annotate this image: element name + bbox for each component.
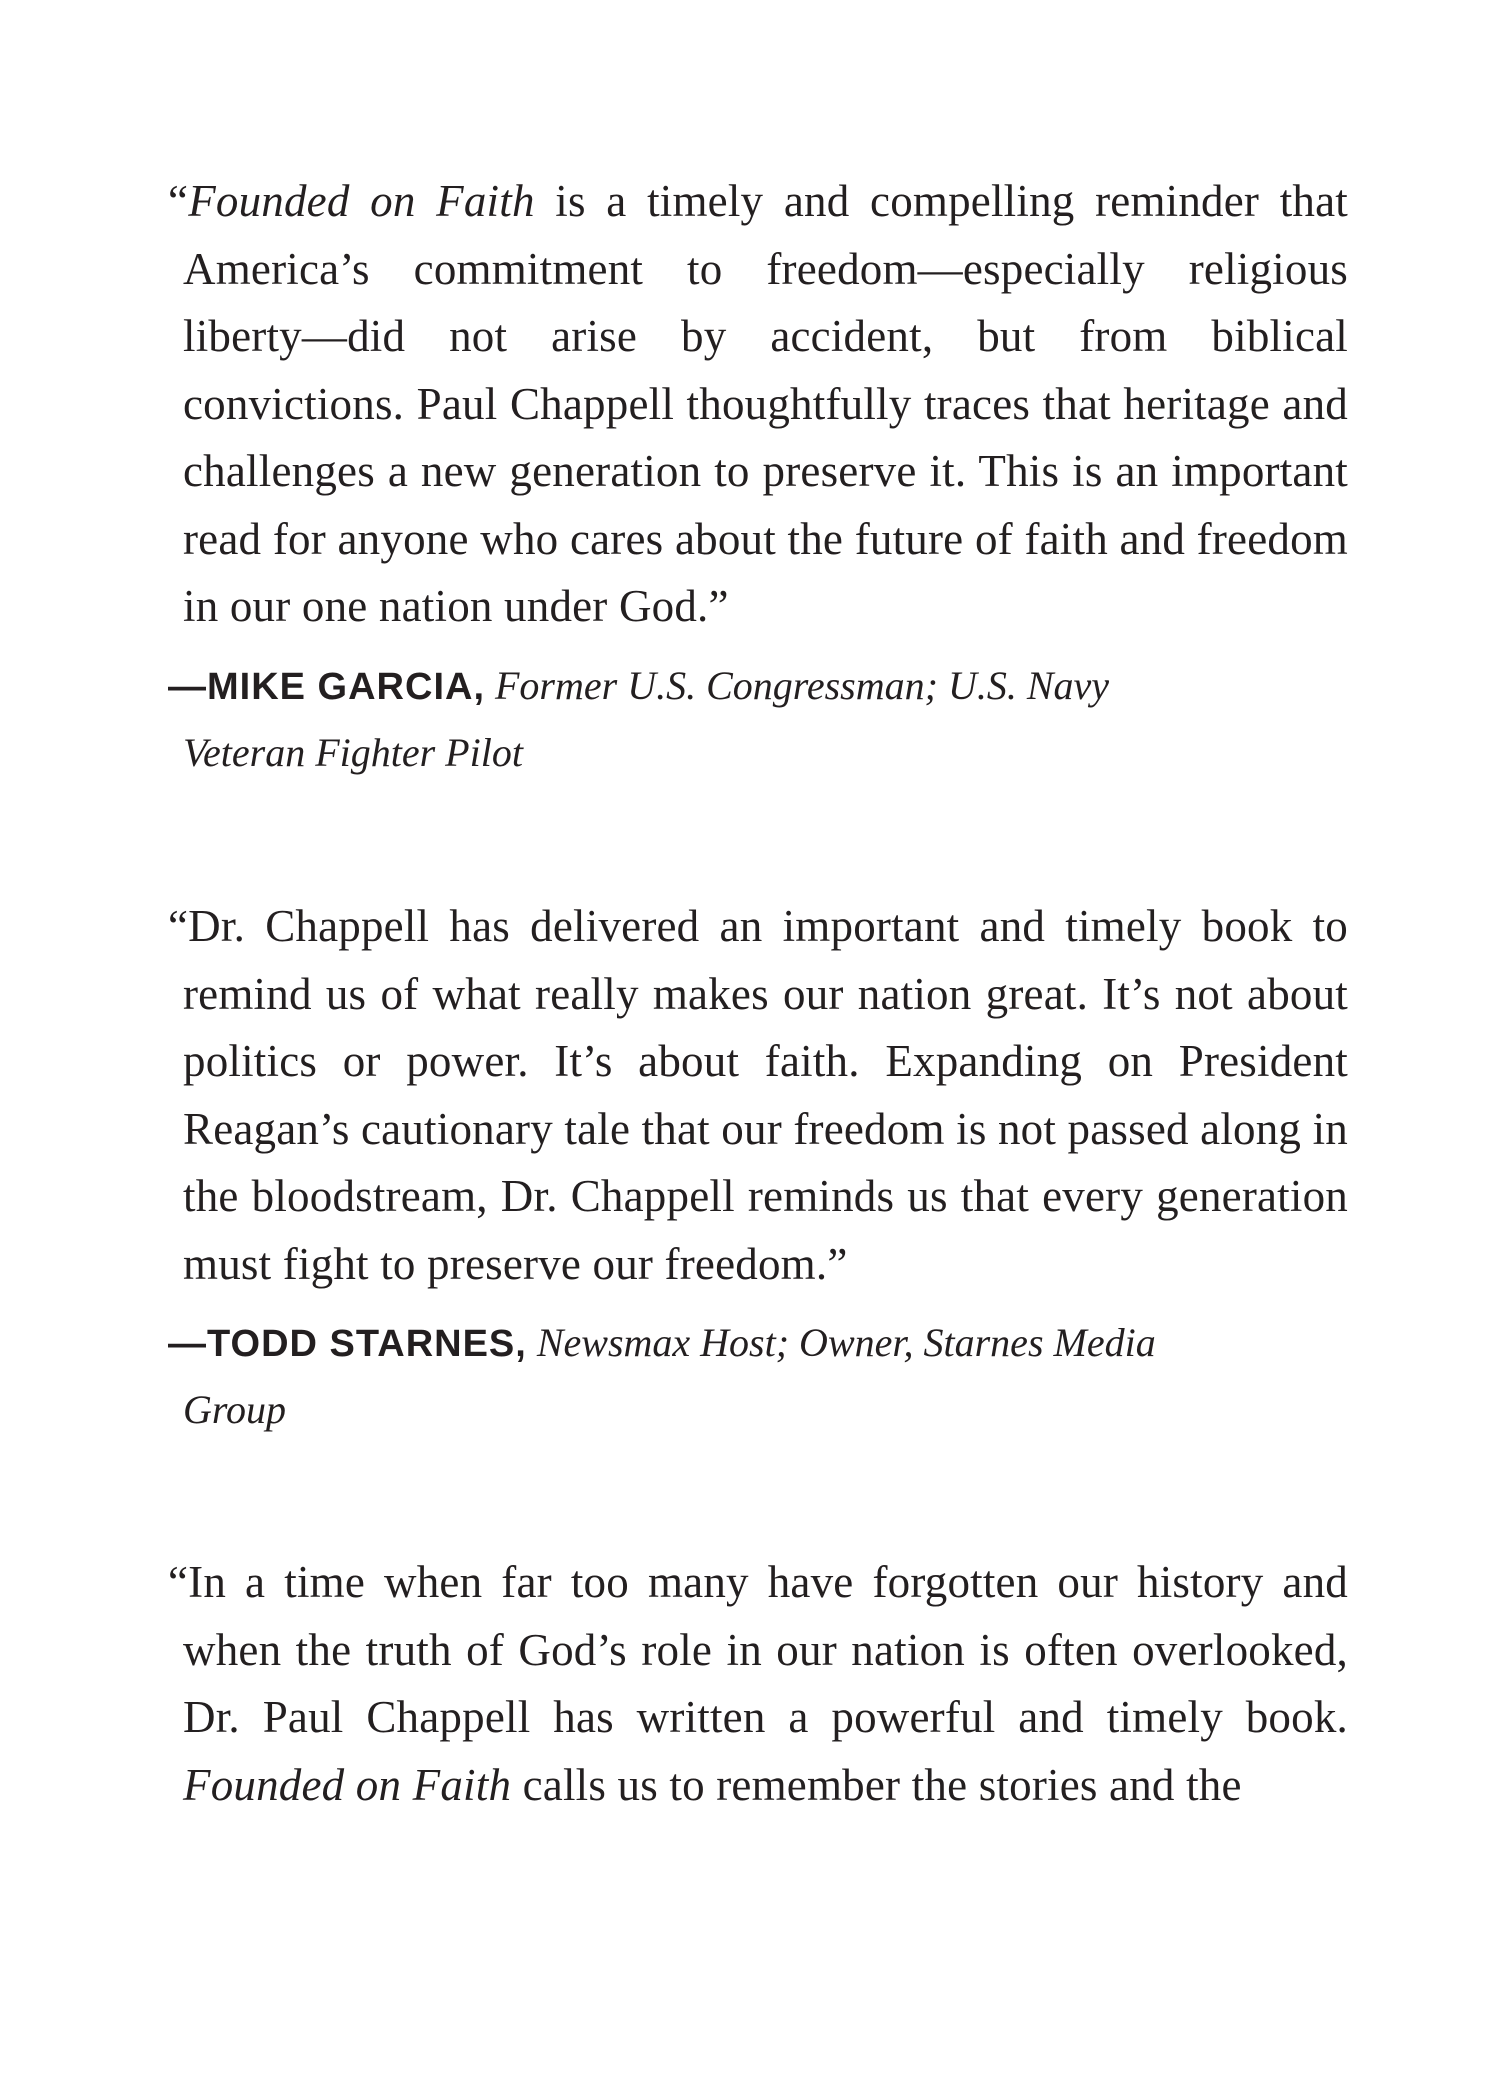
quote-text: “Dr. Chappell has delivered an important and timely book to remind us of what really makes our nation great. It’s not about politics or power. It’s about faith. Expanding on President Reagan’s cautionary tale that our freedom is not passed along in the bloodstream, Dr. Chappell reminds us that every generation must fight to preserve our freedom.”: [168, 901, 1348, 1289]
endorsement-quote: [168, 168, 1348, 641]
endorsement-blurb: [168, 168, 1348, 786]
endorsement-quote: [168, 893, 1348, 1298]
endorsement-blurb: [168, 1549, 1348, 1819]
endorser-title: Newsmax Host; Owner, Starnes Media Group: [183, 1320, 1156, 1432]
endorser-title: Former U.S. Congressman; U.S. Navy Veteran Fighter Pilot: [183, 662, 1110, 775]
quote-text: is a timely and compelling reminder that America’s commitment to freedom—especially religious liberty—did not arise by accident, but from biblical convictions. Paul Chappell thoughtfully traces that heritage and challenges a new generation to preserve it. This is an important read for anyone who cares about the future of faith and freedom in our one nation under God.”: [183, 176, 1348, 631]
endorsement-attribution: [168, 653, 1223, 786]
endorser-name: —MIKE GARCIA,: [168, 665, 485, 708]
endorsement-blurb: [168, 893, 1348, 1443]
quote-open-mark: “: [168, 176, 189, 226]
endorser-name: —TODD STARNES,: [168, 1323, 527, 1365]
quote-text: calls us to remember the stories and the: [511, 1759, 1242, 1810]
quote-text: “In a time when far too many have forgotten our history and when the truth of God’s role in our nation is often overlooked, Dr. Paul Chappell has written a powerful and timely book.: [168, 1557, 1348, 1742]
book-title-italic: Founded on Faith: [188, 176, 535, 226]
endorsement-quote: [168, 1549, 1348, 1819]
endorsement-attribution: [168, 1310, 1223, 1443]
book-title-italic: Founded on Faith: [183, 1759, 512, 1810]
